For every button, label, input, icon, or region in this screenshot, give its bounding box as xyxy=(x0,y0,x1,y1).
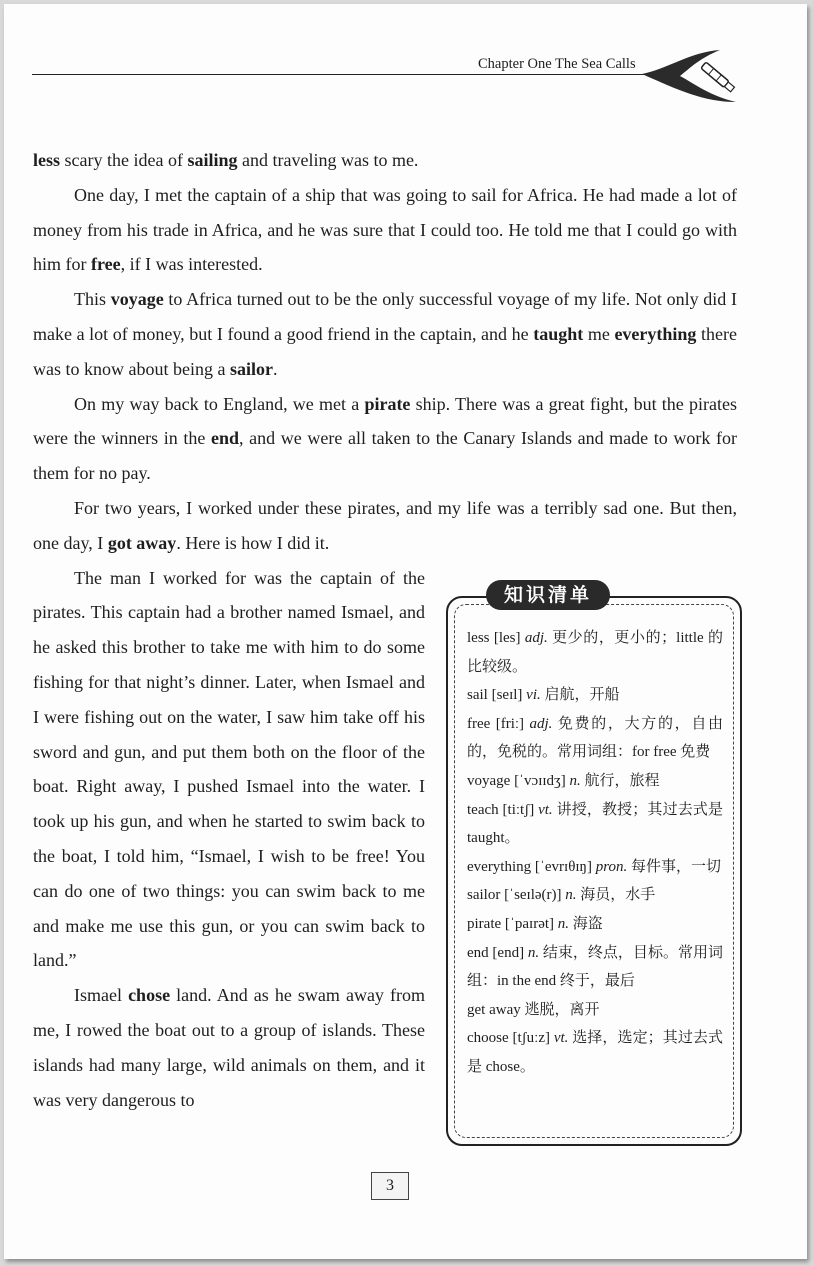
vocabulary-entry: voyage [ˈvɔɪɪdʒ] n. 航行，旅程 xyxy=(467,772,660,789)
paragraph: On my way back to England, we met a pirate ship. There was a great fight, but the pirates were the winners in the end, and we were all taken to the Canary Islands and made to work for them for no pay. xyxy=(33,393,738,484)
header-rule xyxy=(32,74,672,75)
paragraph: One day, I met the captain of a ship that was going to sail for Africa. He had made a lot of money from his trade in Africa, and he was sure that I could too. He told me that I could go with him for free, if I was interested. xyxy=(33,184,737,275)
vocabulary-entry: free [friː] adj. 免费的，大方的，自由的，免税的。常用词组：for free 免费 xyxy=(467,715,723,761)
vocabulary-entry: everything [ˈevrɪθɪŋ] pron. 每件事，一切 xyxy=(467,858,722,875)
vocabulary-entry: end [end] n. 结束，终点，目标。常用词组：in the end 终于，最后 xyxy=(467,944,723,990)
vocabulary-title: 知识清单 xyxy=(486,580,610,610)
vocabulary-entry: sail [seɪl] vi. 启航，开船 xyxy=(467,687,620,704)
paragraph: For two years, I worked under these pirates, and my life was a terribly sad one. But then, one day, I got away. Here is how I did it. xyxy=(33,497,737,553)
vocabulary-entry: sailor [ˈseɪlə(r)] n. 海员，水手 xyxy=(467,887,656,904)
vocabulary-entry: pirate [ˈpaɪrət] n. 海盗 xyxy=(467,915,603,932)
spyglass-icon xyxy=(640,44,740,108)
chapter-header: Chapter One The Sea Calls xyxy=(478,56,636,72)
paragraph: less scary the idea of sailing and traveling was to me. xyxy=(33,150,419,170)
vocabulary-entry: get away 逃脱，离开 xyxy=(467,1001,600,1018)
vocabulary-entry: teach [tiːtʃ] vt. 讲授，教授；其过去式是 taught。 xyxy=(467,801,723,847)
paragraph: Ismael chose land. And as he swam away from me, I rowed the boat out to a group of islands. These islands had many large, wild animals on them, and it was very dangerous to xyxy=(33,985,425,1110)
vocabulary-entry: choose [tʃuːz] vt. 选择，选定；其过去式是 chose。 xyxy=(467,1030,723,1075)
page-number: 3 xyxy=(371,1172,409,1200)
paragraph: The man I worked for was the captain of the pirates. This captain had a brother named Ismael, and he asked this brother to take me with him to do some fishing for that night’s dinner. Later, when Ismael and I were fishing out on the water, I saw him take off his sword and gun, and put them both on the floor of the boat. Right away, I pushed Ismael into the water. I took up his gun, and when he started to swim back to the boat, I told him, “Ismael, I wish to be free! You can do one of two things: you can swim back to me and make me use this gun, or you can swim back to land.” xyxy=(33,567,425,971)
vocabulary-list xyxy=(467,624,723,1082)
paragraph: This voyage to Africa turned out to be the only successful voyage of my life. Not only did I make a lot of money, but I found a good friend in the captain, and he taught me everything there was to know about being a sailor. xyxy=(33,289,737,379)
vocabulary-entry: less [les] adj. 更少的，更小的；little 的比较级。 xyxy=(467,630,724,675)
